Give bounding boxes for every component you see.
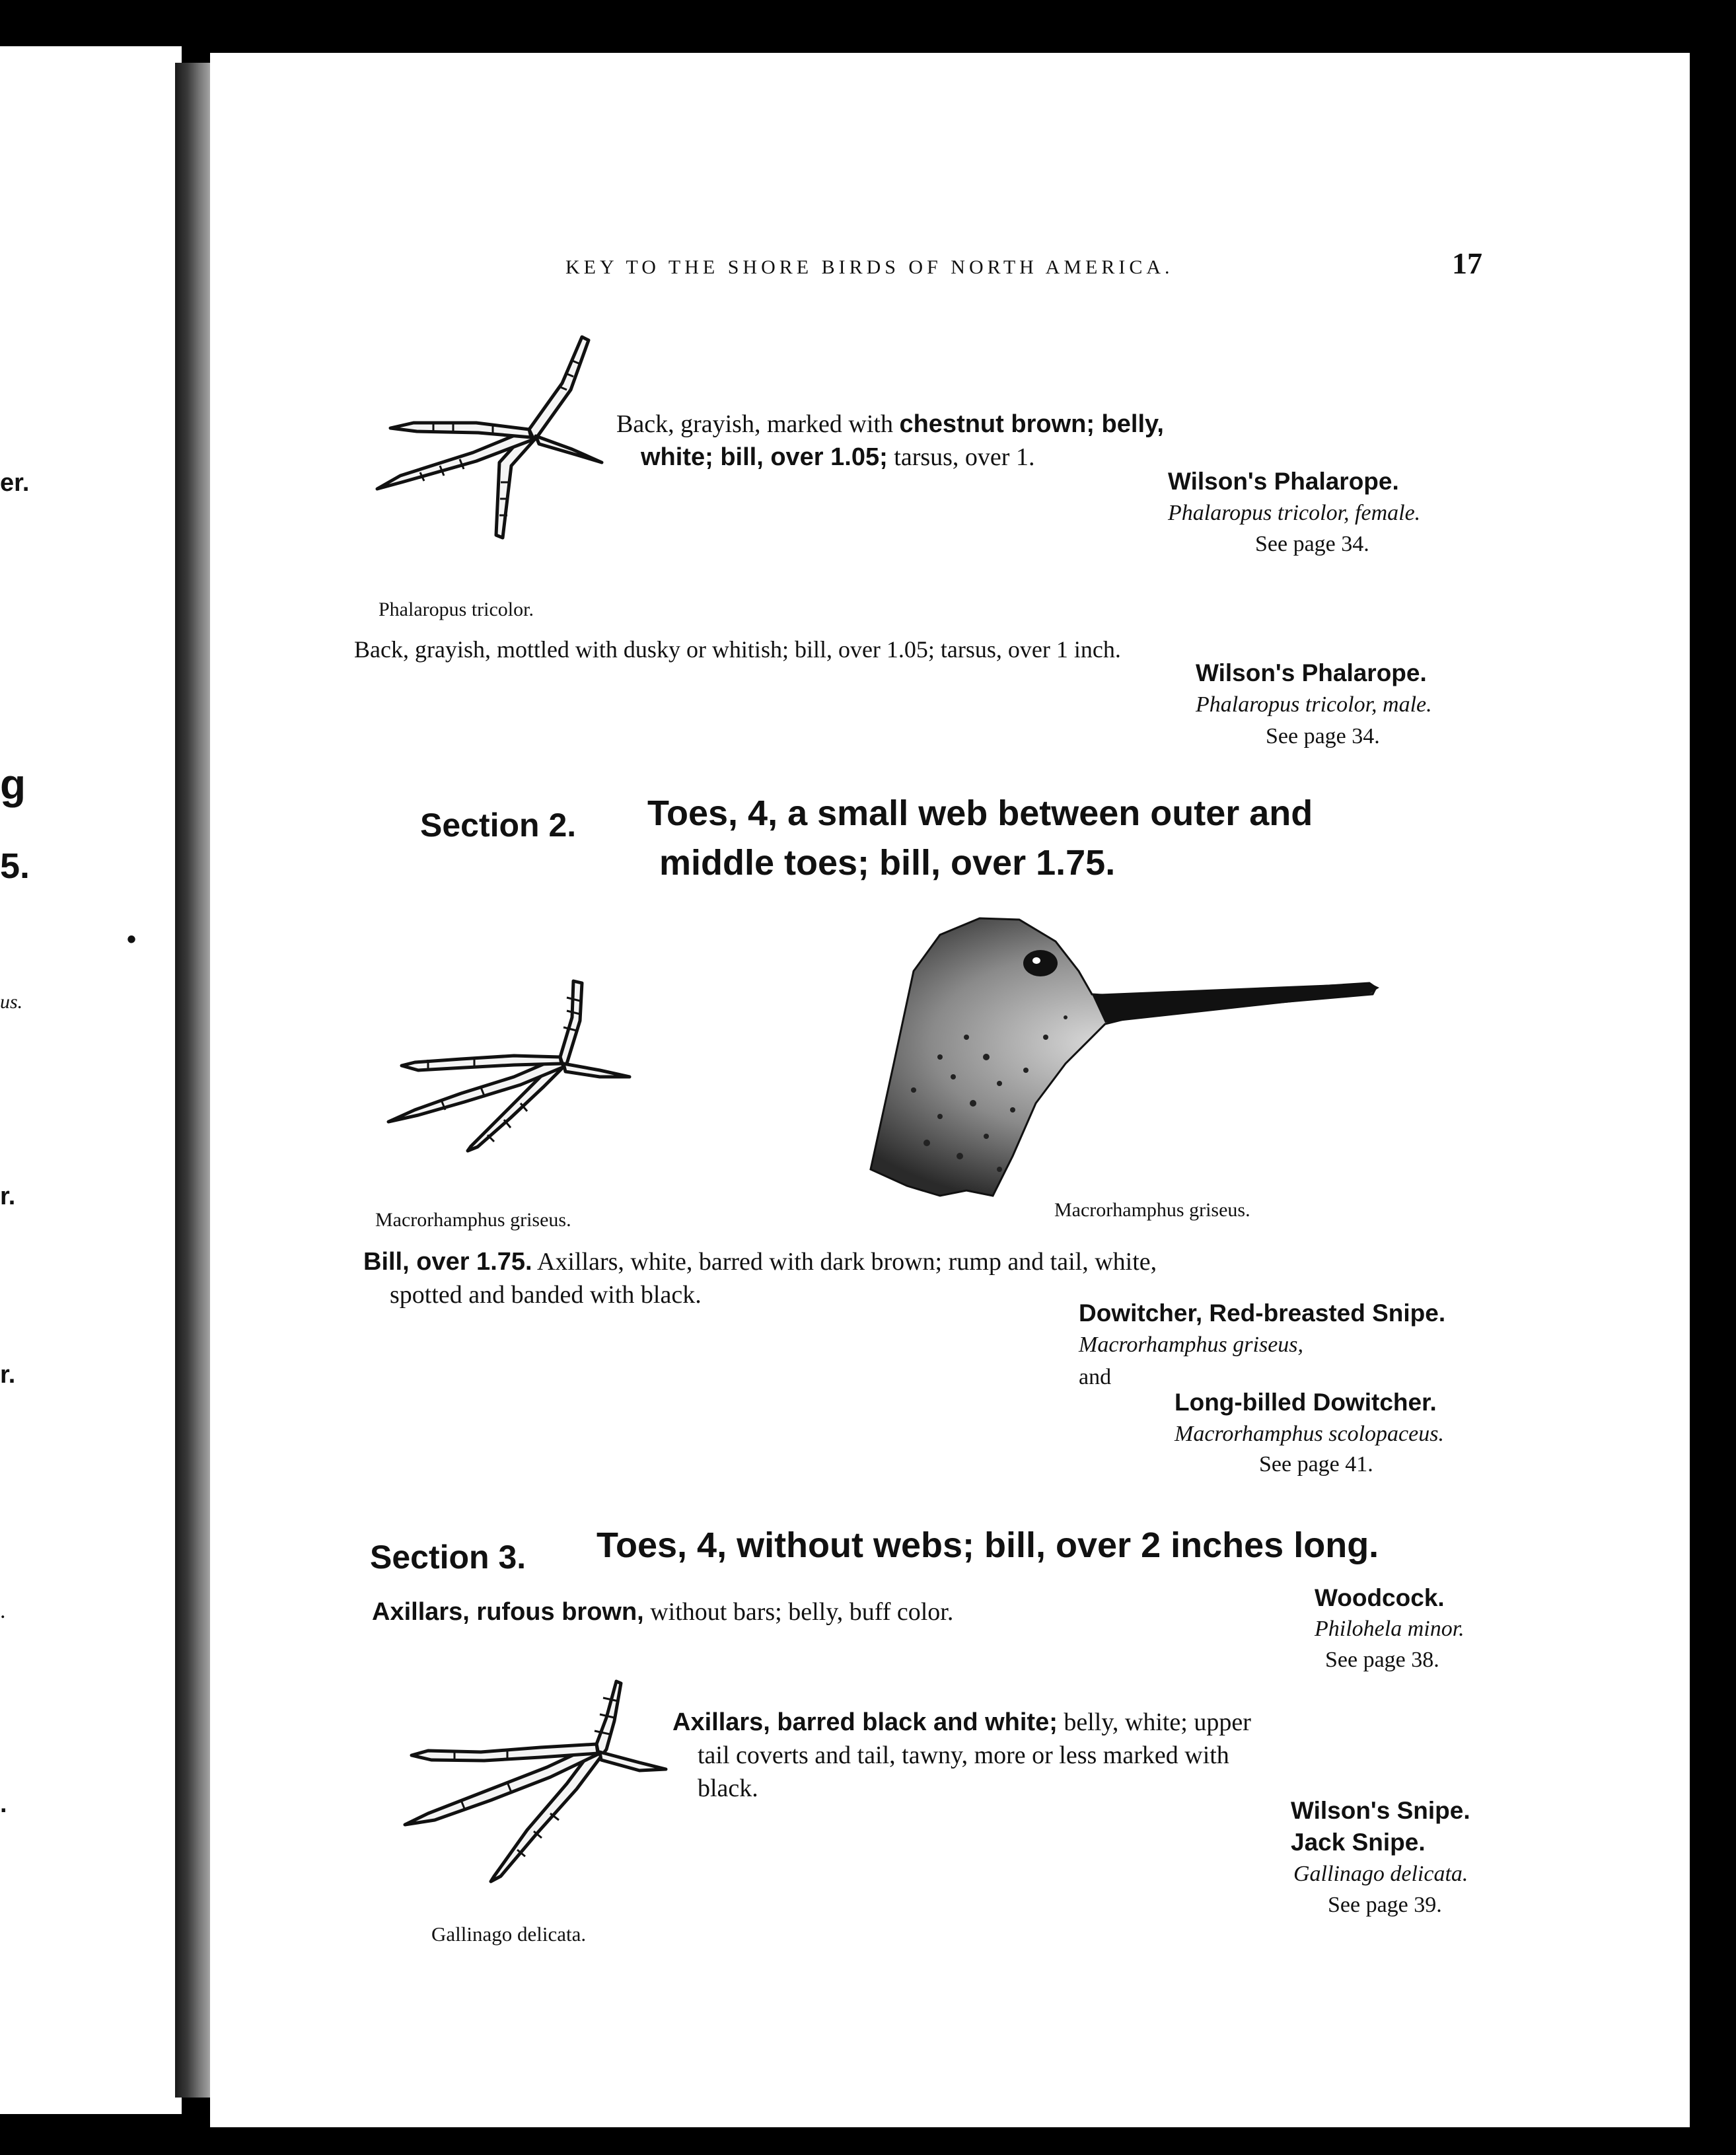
left-fragment-3: 5.	[0, 846, 30, 886]
left-fragment-2: g	[0, 760, 26, 808]
book-page	[210, 53, 1690, 2127]
section2-desc-line2: spotted and banded with black.	[390, 1281, 702, 1309]
section3-entry-b-see-page: See page 39.	[1328, 1893, 1442, 1917]
left-fragment-6: r.	[0, 1183, 16, 1210]
figure-caption-macrorhamphus-foot: Macrorhamphus griseus.	[375, 1209, 571, 1231]
section2-species-name-1: Dowitcher, Red-breasted Snipe.	[1079, 1299, 1446, 1327]
section3-entry-b-desc-line1: Axillars, barred black and white; belly, white; upper	[672, 1708, 1251, 1736]
section3-entry-a-name: Woodcock.	[1315, 1584, 1445, 1611]
macrorhamphus-foot-illustration	[362, 971, 653, 1209]
section3-entry-b-name-1: Wilson's Snipe.	[1291, 1797, 1470, 1824]
left-fragment-8: .	[0, 1599, 6, 1623]
entry1-desc-line1: Back, grayish, marked with chestnut brown; belly,	[616, 410, 1164, 438]
section3-entry-a-latin: Philohela minor.	[1315, 1617, 1465, 1641]
left-fragment-1: er.	[0, 469, 30, 497]
figure-caption-phalaropus: Phalaropus tricolor.	[379, 599, 534, 620]
section3-label: Section 3.	[370, 1539, 526, 1576]
section2-label: Section 2.	[420, 807, 577, 844]
entry2-latin-name: Phalaropus tricolor, male.	[1196, 692, 1432, 717]
entry2-desc: Back, grayish, mottled with dusky or whitish; bill, over 1.05; tarsus, over 1 inch.	[354, 636, 1121, 663]
section2-latin-name-2: Macrorhamphus scolopaceus.	[1175, 1422, 1444, 1446]
entry1-species-name: Wilson's Phalarope.	[1168, 468, 1399, 495]
section2-see-page: See page 41.	[1259, 1452, 1373, 1477]
section3-entry-a-see-page: See page 38.	[1325, 1648, 1439, 1672]
entry2-see-page: See page 34.	[1266, 724, 1380, 749]
section3-entry-b-name-2: Jack Snipe.	[1291, 1829, 1426, 1856]
section3-title: Toes, 4, without webs; bill, over 2 inches long.	[597, 1525, 1379, 1565]
section2-desc-line1: Bill, over 1.75. Axillars, white, barred with dark brown; rump and tail, white,	[363, 1248, 1157, 1276]
entry1-desc-line2: white; bill, over 1.05; tarsus, over 1.	[641, 443, 1035, 471]
left-fragment-4: •	[127, 925, 137, 954]
entry1-latin-name: Phalaropus tricolor, female.	[1168, 501, 1421, 525]
running-title: KEY TO THE SHORE BIRDS OF NORTH AMERICA.	[565, 256, 1174, 278]
section3-entry-b-desc-line3: black.	[698, 1774, 758, 1802]
section2-and: and	[1079, 1365, 1112, 1389]
section3-entry-a-desc: Axillars, rufous brown, without bars; belly, buff color.	[372, 1598, 954, 1626]
gallinago-foot-illustration	[375, 1678, 679, 1922]
entry1-see-page: See page 34.	[1255, 532, 1369, 556]
phalaropus-foot-illustration	[361, 324, 612, 601]
page-number: 17	[1452, 246, 1482, 280]
left-fragment-5: us.	[0, 991, 23, 1013]
section3-entry-b-desc-line2: tail coverts and tail, tawny, more or less marked with	[698, 1741, 1229, 1769]
figure-caption-gallinago: Gallinago delicata.	[431, 1922, 587, 1946]
section2-title-line2: middle toes; bill, over 1.75.	[659, 843, 1116, 883]
section3-entry-b-latin: Gallinago delicata.	[1293, 1862, 1468, 1886]
dowitcher-head-illustration	[867, 905, 1515, 1202]
figure-caption-macrorhamphus-head: Macrorhamphus griseus.	[1054, 1199, 1250, 1221]
left-facing-page	[0, 46, 182, 2114]
section2-species-name-2: Long-billed Dowitcher.	[1175, 1389, 1437, 1416]
section2-title-line1: Toes, 4, a small web between outer and	[647, 793, 1313, 833]
left-fragment-7: r.	[0, 1361, 16, 1389]
section2-latin-name-1: Macrorhamphus griseus,	[1079, 1333, 1304, 1357]
entry2-species-name: Wilson's Phalarope.	[1196, 659, 1427, 686]
left-fragment-9: .	[0, 1790, 7, 1818]
